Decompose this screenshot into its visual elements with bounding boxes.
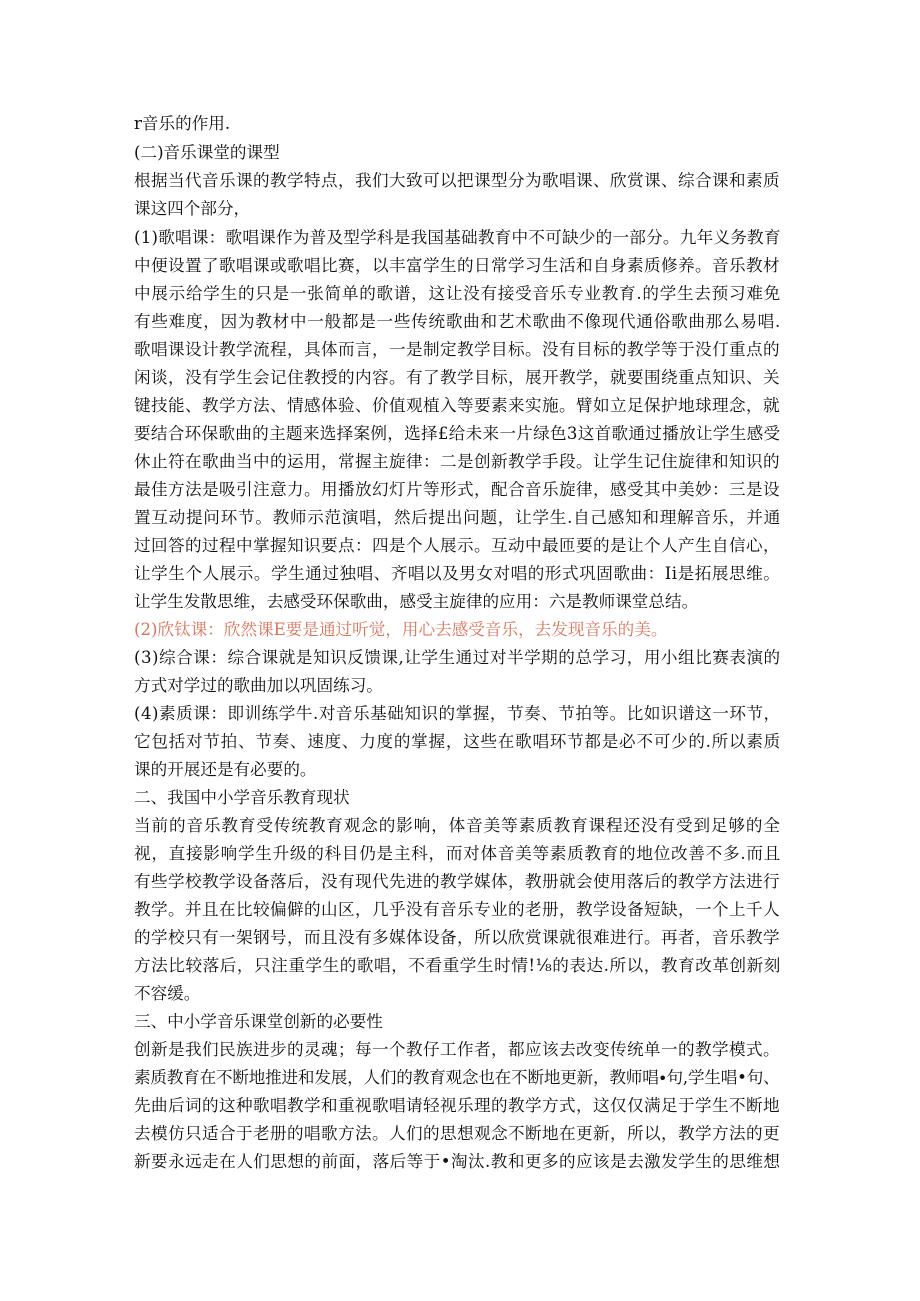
text-line: 根据当代音乐课的教学特点，我们大致可以把课型分为歌唱课、欣赏课、综合课和素质	[134, 171, 780, 190]
text-line: 键技能、教学方法、情感体验、价值观植入等要素来实施。臂如立足保护地球理念，就	[134, 396, 780, 415]
text-line: 让学生发散思维，去感受环保歌曲，感受主旋律的应用：六是教师课堂总结。	[134, 592, 699, 611]
text-line: 它包括对节拍、节奏、速度、力度的掌握，这些在歌唱环节都是必不可少的.所以素质	[134, 732, 781, 751]
text-line: (4)素质课：即训练学牛.对音乐基础知识的掌握，节奏、节拍等。比如识谱这一环节，	[134, 704, 781, 723]
text-line: 过回答的过程中掌握知识要点：四是个人展示。互动中最匝要的是让个人产生自信心，	[134, 536, 780, 555]
text-line: 去模仿只适合于老册的唱歌方法。人们的思想观念不断地在更新，所以，教学方法的更	[134, 1124, 780, 1143]
text-line: 有些学校教学设备落后，没有现代先进的教学媒体，教册就会使用落后的教学方法进行	[134, 872, 780, 891]
text-line: 休止符在歌曲当中的运用，常握主旋律：二是创新教学手段。让学生记住旋律和知识的	[134, 452, 780, 471]
text-line: (二)音乐课堂的课型	[134, 143, 280, 162]
text-line: (3)综合课：综合课就是知识反馈课,让学生通过对半学期的总学习，用小组比赛表演的	[134, 648, 781, 667]
text-line: 三、中小学音乐课堂创新的必要性	[134, 1012, 383, 1031]
text-line: (2)欣钛课：欣然课E要是通过听觉，用心去感受音乐，去发现音乐的美。	[134, 620, 668, 639]
text-line: 素质教育在不断地推进和发展，人们的教育观念也在不断地更新，教师唱∙句,学生唱•句、	[134, 1068, 780, 1087]
text-line: 方式对学过的歌曲加以巩固练习。	[134, 676, 383, 695]
text-line: 二、我国中小学音乐教育现状	[134, 788, 350, 807]
text-line: 最佳方法是吸引注意力。用播放幻灯片等形式，配合音乐旋律，感受其中美妙：三是设	[134, 480, 780, 499]
text-line: 教学。并且在比较偏僻的山区，几乎没有音乐专业的老册，教学设备短缺，一个上千人	[134, 900, 780, 919]
text-line: 先曲后词的这种歌唱教学和重视歌唱请轻视乐理的教学方式，这仅仅满足于学生不断地	[134, 1096, 780, 1115]
text-line: 让学生个人展示。学生通过独唱、齐唱以及男女对唱的形式巩固歌曲：Ii是拓展思维。	[134, 564, 781, 583]
text-line: 中展示给学生的只是一张简单的歌谱，这让没有接受音乐专业教育.的学生去预习难免	[134, 284, 781, 303]
text-line: 有些难度，因为教材中一般都是一些传统歌曲和艺术歌曲不像现代通俗歌曲那么易唱.	[134, 312, 781, 331]
text-line: 要结合环保歌曲的主题来选择案例，选择£给未来一片绿色3这首歌通过播放让学生感受	[134, 424, 781, 443]
text-line: 方法比较落后，只注重学生的歌唱，不看重学生时情!⅛的表达.所以，教育改革创新刻	[134, 956, 781, 975]
text-line: 课这四个部分，	[134, 199, 251, 218]
text-line: r音乐的作用.	[134, 114, 231, 133]
text-line: 歌唱课设计教学流程，具体而言，一是制定教学目标。没有目标的教学等于没仃重点的	[134, 340, 780, 359]
text-line: 新要永远走在人们思想的前面，落后等于•淘汰.教和更多的应该是去激发学生的思维想	[134, 1152, 781, 1171]
text-line: 创新是我们民族进步的灵魂；每一个教仔工作者，都应该去改变传统单一的教学模式。	[134, 1040, 780, 1059]
text-line: 中便设置了歌唱课或歌唱比赛，以丰富学生的日常学习生活和自身素质修养。音乐教材	[134, 256, 780, 275]
text-line: 课的开展还是有必要的。	[134, 760, 317, 779]
text-line: 当前的音乐教育受传统教育观念的影响，体音美等素质教育课程还没有受到足够的全	[134, 816, 781, 835]
text-line: 闲谈，没有学生会记住教授的内容。有了教学目标，展开教学，就要围绕重点知识、关	[134, 368, 780, 387]
text-line: 视，直接影响学生升级的科目仍是主科，而对体音美等素质教育的地位改善不多.而且	[134, 844, 781, 863]
text-line: 的学校只有一架钢号，而且没有多媒体设备，所以欣赏课就很难进行。再者，音乐教学	[134, 928, 780, 947]
text-line: 置互动提问环节。教师示范演唱，然后提出问题，让学生.自己感知和理解音乐，并通	[134, 508, 781, 527]
text-line: 不容缓。	[134, 984, 201, 1003]
text-line: (1)歌唱课：歌唱课作为普及型学科是我国基础教育中不可缺少的一部分。九年义务教育	[134, 228, 781, 247]
